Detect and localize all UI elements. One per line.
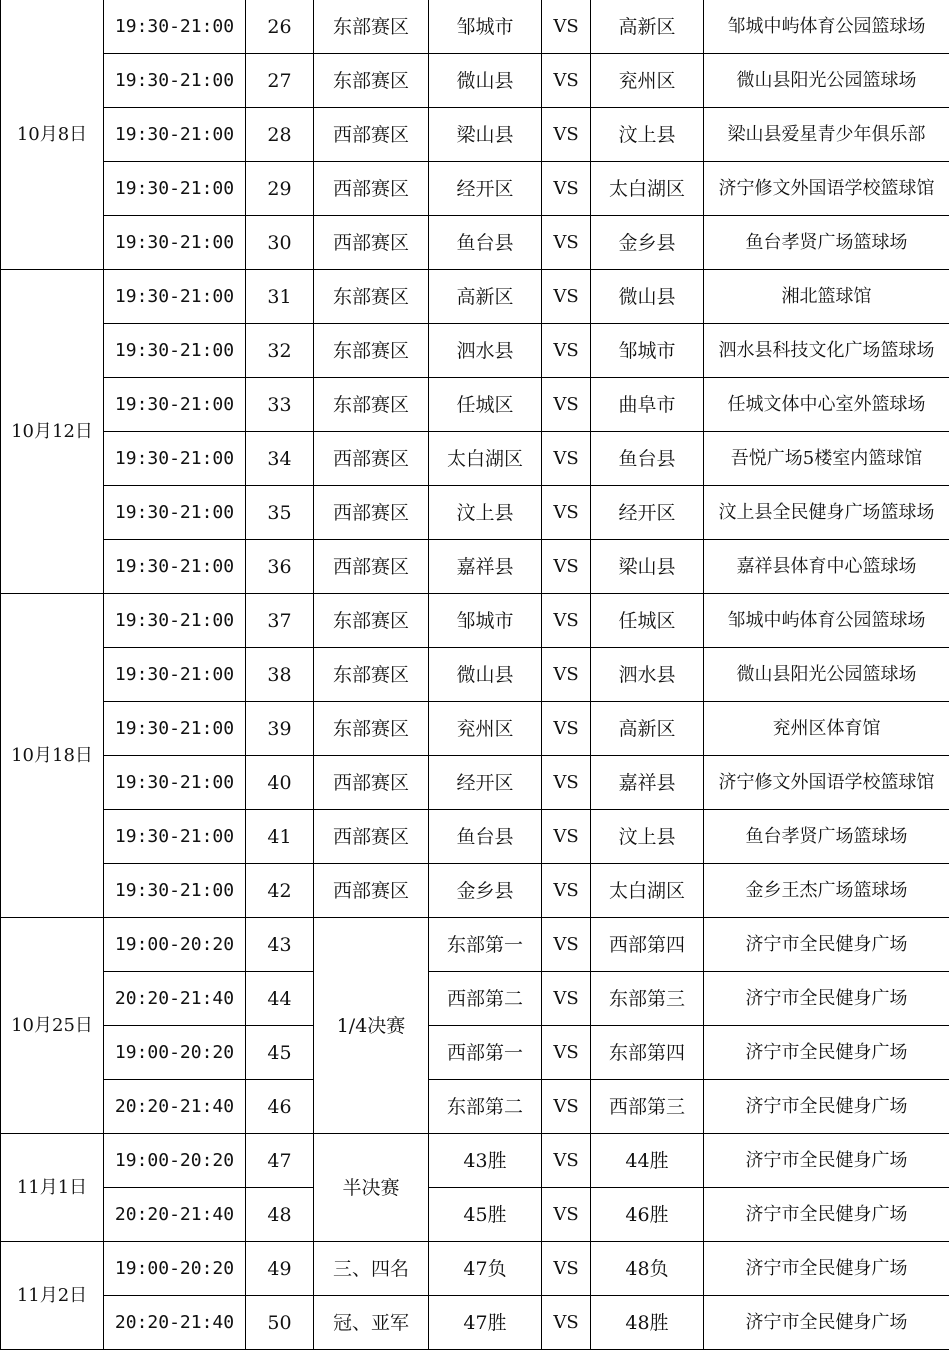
vs-cell: VS xyxy=(542,810,591,864)
vs-cell: VS xyxy=(542,1080,591,1134)
game-number-cell: 32 xyxy=(246,324,314,378)
time-cell: 19:30-21:00 xyxy=(104,270,246,324)
time-cell: 19:30-21:00 xyxy=(104,162,246,216)
vs-cell: VS xyxy=(542,648,591,702)
game-number-cell: 48 xyxy=(246,1188,314,1242)
vs-cell: VS xyxy=(542,162,591,216)
game-number-cell: 37 xyxy=(246,594,314,648)
stage-cell: 西部赛区 xyxy=(314,864,429,918)
table-row xyxy=(1,270,949,324)
table-row xyxy=(1,432,949,486)
game-number-cell: 44 xyxy=(246,972,314,1026)
stage-cell: 三、四名 xyxy=(314,1242,429,1296)
team-b-cell: 鱼台县 xyxy=(591,432,704,486)
game-number-cell: 31 xyxy=(246,270,314,324)
stage-cell: 东部赛区 xyxy=(314,648,429,702)
game-number-cell: 39 xyxy=(246,702,314,756)
stage-cell: 东部赛区 xyxy=(314,270,429,324)
time-cell: 19:00-20:20 xyxy=(104,1026,246,1080)
team-b-cell: 48胜 xyxy=(591,1296,704,1350)
team-b-cell: 泗水县 xyxy=(591,648,704,702)
vs-cell: VS xyxy=(542,1242,591,1296)
game-number-cell: 50 xyxy=(246,1296,314,1350)
game-number-cell: 46 xyxy=(246,1080,314,1134)
game-number-cell: 29 xyxy=(246,162,314,216)
table-row xyxy=(1,1296,949,1350)
team-b-cell: 曲阜市 xyxy=(591,378,704,432)
team-a-cell: 东部第二 xyxy=(429,1080,542,1134)
table-row xyxy=(1,378,949,432)
table-row xyxy=(1,1242,949,1296)
time-cell: 19:30-21:00 xyxy=(104,540,246,594)
time-cell: 19:30-21:00 xyxy=(104,864,246,918)
venue-cell: 吾悦广场5楼室内篮球馆 xyxy=(704,432,949,486)
venue-cell: 汶上县全民健身广场篮球场 xyxy=(704,486,949,540)
team-a-cell: 任城区 xyxy=(429,378,542,432)
stage-cell: 西部赛区 xyxy=(314,108,429,162)
team-a-cell: 太白湖区 xyxy=(429,432,542,486)
team-a-cell: 经开区 xyxy=(429,162,542,216)
game-number-cell: 49 xyxy=(246,1242,314,1296)
table-row xyxy=(1,864,949,918)
table-row xyxy=(1,702,949,756)
table-row xyxy=(1,1080,949,1134)
time-cell: 19:30-21:00 xyxy=(104,486,246,540)
vs-cell: VS xyxy=(542,486,591,540)
team-a-cell: 西部第二 xyxy=(429,972,542,1026)
stage-cell: 东部赛区 xyxy=(314,54,429,108)
table-row xyxy=(1,756,949,810)
vs-cell: VS xyxy=(542,1296,591,1350)
table-row xyxy=(1,486,949,540)
vs-cell: VS xyxy=(542,702,591,756)
venue-cell: 济宁市全民健身广场 xyxy=(704,972,949,1026)
stage-cell: 东部赛区 xyxy=(314,0,429,54)
team-a-cell: 高新区 xyxy=(429,270,542,324)
table-row xyxy=(1,0,949,54)
vs-cell: VS xyxy=(542,270,591,324)
stage-cell: 1/4决赛 xyxy=(314,918,429,1134)
venue-cell: 泗水县科技文化广场篮球场 xyxy=(704,324,949,378)
venue-cell: 金乡王杰广场篮球场 xyxy=(704,864,949,918)
time-cell: 20:20-21:40 xyxy=(104,1080,246,1134)
vs-cell: VS xyxy=(542,432,591,486)
time-cell: 19:30-21:00 xyxy=(104,378,246,432)
vs-cell: VS xyxy=(542,108,591,162)
date-cell: 11月1日 xyxy=(1,1134,104,1242)
time-cell: 19:30-21:00 xyxy=(104,702,246,756)
venue-cell: 邹城中屿体育公园篮球场 xyxy=(704,594,949,648)
schedule-body xyxy=(1,0,949,1350)
team-b-cell: 46胜 xyxy=(591,1188,704,1242)
venue-cell: 梁山县爱星青少年俱乐部 xyxy=(704,108,949,162)
game-number-cell: 26 xyxy=(246,0,314,54)
stage-cell: 西部赛区 xyxy=(314,810,429,864)
stage-cell: 西部赛区 xyxy=(314,432,429,486)
venue-cell: 济宁修文外国语学校篮球馆 xyxy=(704,162,949,216)
venue-cell: 邹城中屿体育公园篮球场 xyxy=(704,0,949,54)
team-a-cell: 经开区 xyxy=(429,756,542,810)
table-row xyxy=(1,810,949,864)
venue-cell: 济宁市全民健身广场 xyxy=(704,1026,949,1080)
vs-cell: VS xyxy=(542,594,591,648)
time-cell: 19:30-21:00 xyxy=(104,108,246,162)
team-b-cell: 西部第四 xyxy=(591,918,704,972)
game-number-cell: 43 xyxy=(246,918,314,972)
venue-cell: 鱼台孝贤广场篮球场 xyxy=(704,810,949,864)
time-cell: 19:30-21:00 xyxy=(104,54,246,108)
vs-cell: VS xyxy=(542,540,591,594)
stage-cell: 东部赛区 xyxy=(314,594,429,648)
time-cell: 19:30-21:00 xyxy=(104,216,246,270)
stage-cell: 西部赛区 xyxy=(314,540,429,594)
vs-cell: VS xyxy=(542,324,591,378)
vs-cell: VS xyxy=(542,378,591,432)
team-a-cell: 邹城市 xyxy=(429,594,542,648)
time-cell: 20:20-21:40 xyxy=(104,1188,246,1242)
time-cell: 19:30-21:00 xyxy=(104,432,246,486)
team-a-cell: 47负 xyxy=(429,1242,542,1296)
game-number-cell: 45 xyxy=(246,1026,314,1080)
team-b-cell: 东部第四 xyxy=(591,1026,704,1080)
venue-cell: 济宁市全民健身广场 xyxy=(704,1296,949,1350)
vs-cell: VS xyxy=(542,0,591,54)
venue-cell: 鱼台孝贤广场篮球场 xyxy=(704,216,949,270)
team-b-cell: 西部第三 xyxy=(591,1080,704,1134)
table-row xyxy=(1,540,949,594)
team-a-cell: 邹城市 xyxy=(429,0,542,54)
venue-cell: 嘉祥县体育中心篮球场 xyxy=(704,540,949,594)
team-b-cell: 任城区 xyxy=(591,594,704,648)
table-row xyxy=(1,54,949,108)
team-a-cell: 嘉祥县 xyxy=(429,540,542,594)
team-b-cell: 金乡县 xyxy=(591,216,704,270)
stage-cell: 西部赛区 xyxy=(314,756,429,810)
team-a-cell: 西部第一 xyxy=(429,1026,542,1080)
team-b-cell: 经开区 xyxy=(591,486,704,540)
time-cell: 19:00-20:20 xyxy=(104,1134,246,1188)
venue-cell: 济宁市全民健身广场 xyxy=(704,1188,949,1242)
team-b-cell: 邹城市 xyxy=(591,324,704,378)
game-number-cell: 34 xyxy=(246,432,314,486)
team-a-cell: 微山县 xyxy=(429,54,542,108)
vs-cell: VS xyxy=(542,918,591,972)
game-number-cell: 42 xyxy=(246,864,314,918)
game-number-cell: 28 xyxy=(246,108,314,162)
time-cell: 19:30-21:00 xyxy=(104,756,246,810)
table-row xyxy=(1,1134,949,1188)
game-number-cell: 33 xyxy=(246,378,314,432)
team-a-cell: 鱼台县 xyxy=(429,216,542,270)
team-a-cell: 微山县 xyxy=(429,648,542,702)
team-b-cell: 太白湖区 xyxy=(591,162,704,216)
date-cell: 10月18日 xyxy=(1,594,104,918)
vs-cell: VS xyxy=(542,864,591,918)
game-number-cell: 36 xyxy=(246,540,314,594)
vs-cell: VS xyxy=(542,1026,591,1080)
game-number-cell: 47 xyxy=(246,1134,314,1188)
team-a-cell: 47胜 xyxy=(429,1296,542,1350)
team-a-cell: 金乡县 xyxy=(429,864,542,918)
stage-cell: 东部赛区 xyxy=(314,702,429,756)
time-cell: 19:30-21:00 xyxy=(104,324,246,378)
team-a-cell: 泗水县 xyxy=(429,324,542,378)
vs-cell: VS xyxy=(542,756,591,810)
date-cell: 11月2日 xyxy=(1,1242,104,1350)
table-row xyxy=(1,972,949,1026)
stage-cell: 东部赛区 xyxy=(314,324,429,378)
time-cell: 20:20-21:40 xyxy=(104,1296,246,1350)
venue-cell: 济宁市全民健身广场 xyxy=(704,1242,949,1296)
team-a-cell: 鱼台县 xyxy=(429,810,542,864)
vs-cell: VS xyxy=(542,972,591,1026)
time-cell: 19:00-20:20 xyxy=(104,918,246,972)
venue-cell: 任城文体中心室外篮球场 xyxy=(704,378,949,432)
team-b-cell: 高新区 xyxy=(591,0,704,54)
date-cell: 10月12日 xyxy=(1,270,104,594)
venue-cell: 微山县阳光公园篮球场 xyxy=(704,648,949,702)
stage-cell: 西部赛区 xyxy=(314,486,429,540)
team-b-cell: 东部第三 xyxy=(591,972,704,1026)
table-row xyxy=(1,594,949,648)
game-number-cell: 30 xyxy=(246,216,314,270)
date-cell: 10月8日 xyxy=(1,0,104,270)
game-number-cell: 27 xyxy=(246,54,314,108)
venue-cell: 济宁修文外国语学校篮球馆 xyxy=(704,756,949,810)
team-a-cell: 45胜 xyxy=(429,1188,542,1242)
vs-cell: VS xyxy=(542,54,591,108)
table-row xyxy=(1,918,949,972)
team-a-cell: 梁山县 xyxy=(429,108,542,162)
team-b-cell: 48负 xyxy=(591,1242,704,1296)
team-b-cell: 汶上县 xyxy=(591,108,704,162)
date-cell: 10月25日 xyxy=(1,918,104,1134)
team-a-cell: 43胜 xyxy=(429,1134,542,1188)
time-cell: 19:30-21:00 xyxy=(104,0,246,54)
venue-cell: 兖州区体育馆 xyxy=(704,702,949,756)
venue-cell: 微山县阳光公园篮球场 xyxy=(704,54,949,108)
table-row xyxy=(1,324,949,378)
stage-cell: 冠、亚军 xyxy=(314,1296,429,1350)
table-row xyxy=(1,216,949,270)
stage-cell: 东部赛区 xyxy=(314,378,429,432)
table-row xyxy=(1,162,949,216)
team-b-cell: 兖州区 xyxy=(591,54,704,108)
time-cell: 20:20-21:40 xyxy=(104,972,246,1026)
team-a-cell: 兖州区 xyxy=(429,702,542,756)
team-a-cell: 汶上县 xyxy=(429,486,542,540)
stage-cell: 半决赛 xyxy=(314,1134,429,1242)
game-number-cell: 38 xyxy=(246,648,314,702)
team-b-cell: 汶上县 xyxy=(591,810,704,864)
team-b-cell: 高新区 xyxy=(591,702,704,756)
team-b-cell: 梁山县 xyxy=(591,540,704,594)
venue-cell: 济宁市全民健身广场 xyxy=(704,1080,949,1134)
game-number-cell: 35 xyxy=(246,486,314,540)
game-number-cell: 41 xyxy=(246,810,314,864)
time-cell: 19:30-21:00 xyxy=(104,810,246,864)
table-row xyxy=(1,108,949,162)
team-b-cell: 太白湖区 xyxy=(591,864,704,918)
vs-cell: VS xyxy=(542,1188,591,1242)
team-a-cell: 东部第一 xyxy=(429,918,542,972)
stage-cell: 西部赛区 xyxy=(314,216,429,270)
team-b-cell: 44胜 xyxy=(591,1134,704,1188)
venue-cell: 湘北篮球馆 xyxy=(704,270,949,324)
team-b-cell: 嘉祥县 xyxy=(591,756,704,810)
table-row xyxy=(1,1188,949,1242)
team-b-cell: 微山县 xyxy=(591,270,704,324)
vs-cell: VS xyxy=(542,216,591,270)
game-number-cell: 40 xyxy=(246,756,314,810)
time-cell: 19:00-20:20 xyxy=(104,1242,246,1296)
table-row xyxy=(1,1026,949,1080)
time-cell: 19:30-21:00 xyxy=(104,648,246,702)
table-row xyxy=(1,648,949,702)
stage-cell: 西部赛区 xyxy=(314,162,429,216)
venue-cell: 济宁市全民健身广场 xyxy=(704,918,949,972)
venue-cell: 济宁市全民健身广场 xyxy=(704,1134,949,1188)
time-cell: 19:30-21:00 xyxy=(104,594,246,648)
vs-cell: VS xyxy=(542,1134,591,1188)
